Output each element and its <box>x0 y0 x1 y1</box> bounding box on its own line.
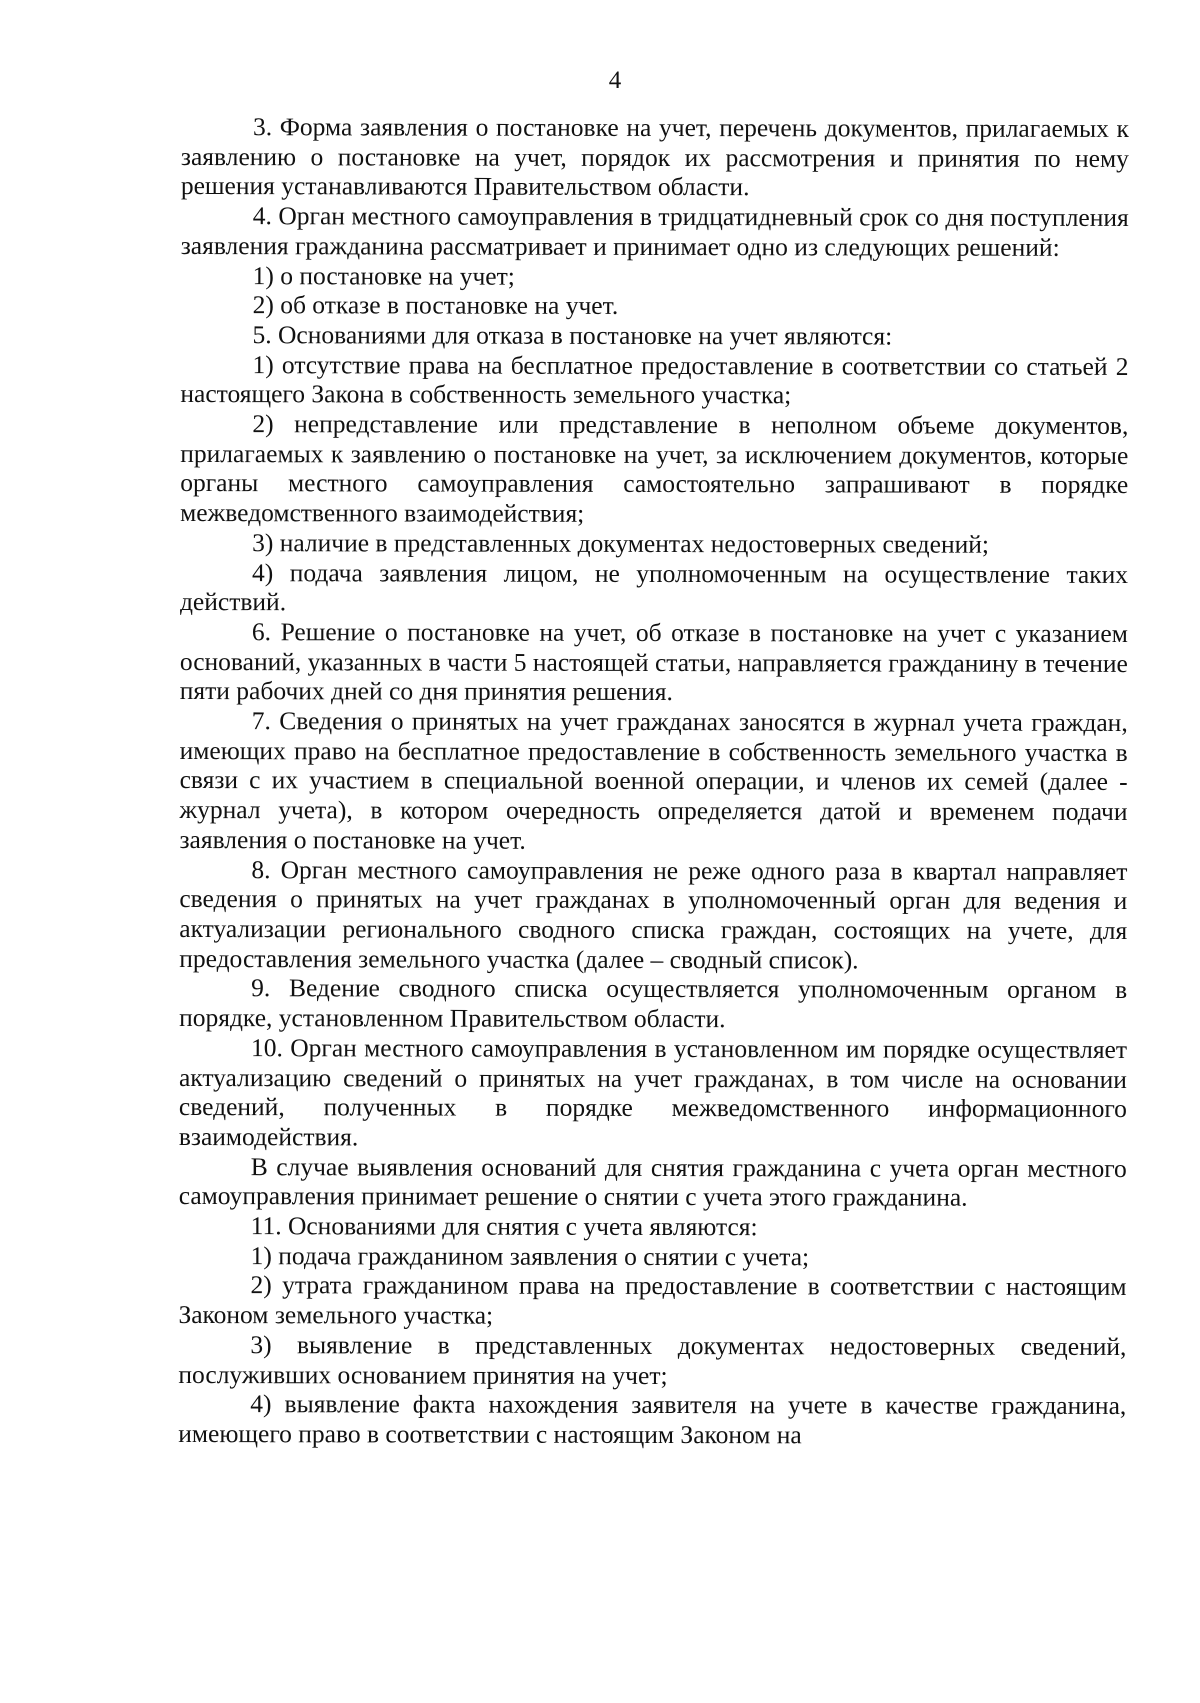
paragraph-7-register: 7. Сведения о принятых на учет гражданах заносятся в журнал учета граждан, имеющих право на бесплатное предоставление в собственность земельного участка в связи с их участием в специальной военной операции, и членов их семей (далее - журнал учета), в котором очередность определяется датой и временем подачи заявления о постановке на учет. <box>179 706 1128 855</box>
paragraph-4-decision-term: 4. Орган местного самоуправления в тридцатидневный срок со дня поступления заявления гражданина рассматривает и принимает одно из следующих решений: <box>180 201 1129 262</box>
paragraph-11-removal-grounds: 11. Основаниями для снятия с учета являются: <box>250 1211 758 1242</box>
paragraph-4-item-2: 2) об отказе в постановке на учет. <box>252 290 619 321</box>
paragraph-3-form: 3. Форма заявления о постановке на учет, перечень документов, прилагаемых к заявлению о постановке на учет, порядок их рассмотрения и принятия по нему решения устанавливаются Правительством области. <box>180 112 1129 202</box>
paragraph-10-updating: 10. Орган местного самоуправления в установленном им порядке осуществляет актуализацию сведений о принятых на учет гражданах, в том числе на основании сведений, полученных в порядке межведомственного информационного взаимодействия. <box>178 1032 1128 1152</box>
paragraph-11-item-1: 1) подача гражданином заявления о снятии с учета; <box>250 1240 810 1272</box>
paragraph-5-refusal-grounds: 5. Основаниями для отказа в постановке на учет являются: <box>252 320 893 351</box>
paragraph-11-item-3: 3) выявление в представленных документах недостоверных сведений, послуживших основанием принятия на учет; <box>178 1329 1127 1390</box>
paragraph-5-item-3: 3) наличие в представленных документах недостоверных сведений; <box>252 527 990 559</box>
document-body <box>178 112 1129 1451</box>
paragraph-9-summary-list: 9. Ведение сводного списка осуществляется уполномоченным органом в порядке, установленном Правительством области. <box>179 973 1128 1034</box>
paragraph-11-item-2: 2) утрата гражданином права на предоставление в соответствии с настоящим Законом земельного участка; <box>178 1270 1127 1330</box>
paragraph-5-item-2: 2) непредставление или представление в неполном объеме документов, прилагаемых к заявлению о постановке на учет, за исключением документов, которые органы местного самоуправления самостоятельно запрашивают в порядке межведомственного взаимодействия; <box>180 409 1129 528</box>
paragraph-8-reporting: 8. Орган местного самоуправления не реже одного раза в квартал направляет сведения о принятых на учет гражданах в уполномоченный орган для ведения и актуализации регионального сводного списка граждан, состоящих на учете, для предоставления земельного участка (далее – сводный список). <box>179 854 1128 975</box>
paragraph-4-item-1: 1) о постановке на учет; <box>252 260 515 291</box>
paragraph-5-item-1: 1) отсутствие права на бесплатное предоставление в соответствии со статьей 2 настоящего Закона в собственность земельного участка; <box>180 349 1129 410</box>
paragraph-11-item-4: 4) выявление факта нахождения заявителя на учете в качестве гражданина, имеющего право в соответствии с настоящим Законом на <box>178 1389 1127 1450</box>
paragraph-5-item-4: 4) подача заявления лицом, не уполномоченным на осуществление таких действий. <box>179 557 1129 617</box>
page-number: 4 <box>608 67 622 94</box>
paragraph-6-notification: 6. Решение о постановке на учет, об отказе в постановке на учет с указанием оснований, указанных в части 5 настоящей статьи, направляется гражданину в течение пяти рабочих дней со дня принятия решения. <box>179 617 1128 707</box>
paragraph-10-removal-decision: В случае выявления оснований для снятия гражданина с учета орган местного самоуправления принимает решение о снятии с учета этого гражданина. <box>178 1151 1127 1212</box>
